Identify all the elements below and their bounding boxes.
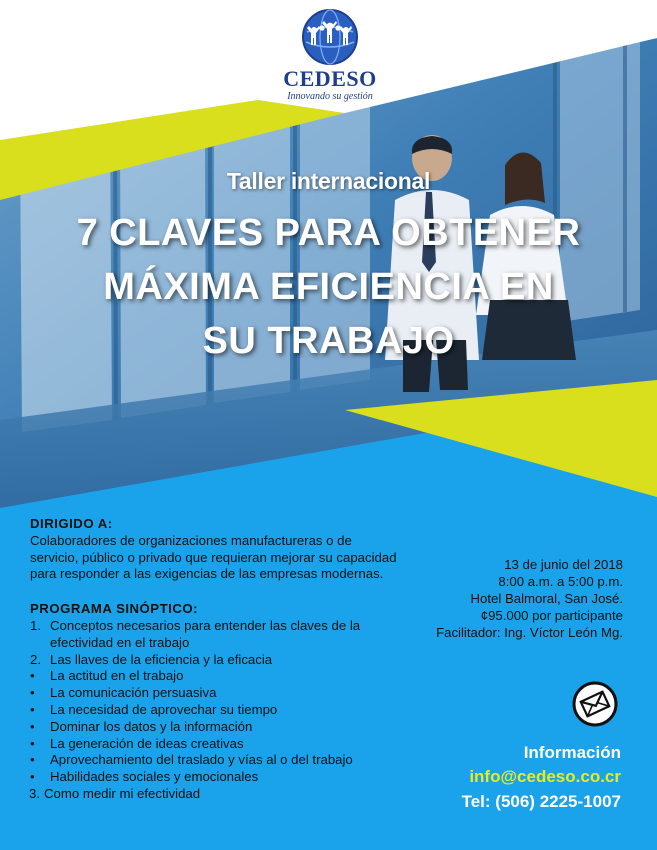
envelope-icon	[572, 681, 618, 727]
list-item	[30, 702, 400, 719]
event-venue: Hotel Balmoral, San José.	[470, 591, 623, 606]
list-item-text: Aprovechamiento del traslado y vías al o del trabajo	[50, 752, 353, 768]
contact-email-link[interactable]: info@cedeso.co.cr	[469, 767, 621, 786]
brand-tagline: Innovando su gestión	[287, 91, 373, 102]
list-marker: •	[30, 685, 35, 701]
list-item-text: Dominar los datos y la información	[50, 718, 253, 734]
event-time: 8:00 a.m. a 5:00 p.m.	[498, 574, 623, 589]
list-marker: •	[30, 718, 35, 734]
brand-name: CEDESO	[283, 66, 377, 91]
list-item-text: La necesidad de aprovechar su tiempo	[50, 701, 278, 717]
list-item	[30, 752, 400, 769]
title-line-3: SU TRABAJO	[202, 320, 455, 362]
program-heading: PROGRAMA SINÓPTICO:	[30, 601, 198, 617]
list-item	[30, 668, 400, 685]
contact-phone: Tel: (506) 2225-1007	[461, 792, 621, 811]
event-price: ¢95.000 por participante	[480, 608, 623, 623]
list-marker: •	[30, 752, 35, 768]
list-marker: •	[30, 769, 35, 785]
list-marker: •	[30, 701, 35, 717]
list-item	[30, 652, 400, 669]
list-item	[30, 685, 400, 702]
list-item	[30, 736, 400, 753]
contact-heading: Información	[523, 743, 621, 762]
contact-block	[361, 741, 621, 815]
list-item-text: Habilidades sociales y emocionales	[50, 769, 259, 785]
event-facilitator: Facilitador: Ing. Víctor León Mg.	[436, 625, 623, 640]
list-item-text: Como medir mi efectividad	[44, 785, 201, 801]
list-marker: •	[30, 668, 35, 684]
list-marker: 3.	[29, 785, 40, 801]
list-marker: 2.	[30, 651, 41, 667]
workshop-title	[0, 206, 657, 368]
list-item-text: Conceptos necesarios para entender las claves de la efectividad en el trabajo	[50, 617, 361, 650]
list-item-text: La actitud en el trabajo	[50, 668, 184, 684]
program-list	[30, 618, 400, 803]
list-item	[30, 769, 400, 786]
list-item-text: La comunicación persuasiva	[50, 685, 217, 701]
list-item-text: La generación de ideas creativas	[50, 735, 244, 751]
cedeso-logo	[282, 8, 378, 112]
audience-text: Colaboradores de organizaciones manufactureras o de servicio, público o privado que requieran mejorar su capacidad para responder a las exigencias de las empresas modernas.	[30, 532, 397, 582]
audience-heading: DIRIGIDO A:	[30, 516, 113, 531]
list-item	[30, 719, 400, 736]
event-type: Taller internacional	[226, 168, 431, 194]
list-item	[30, 786, 400, 803]
list-item-text: Las llaves de la eficiencia y la eficacia	[50, 651, 273, 667]
list-marker: •	[30, 735, 35, 751]
title-line-2: MÁXIMA EFICIENCIA EN	[103, 266, 554, 308]
globe-people-logo-icon	[301, 8, 359, 66]
event-details	[343, 556, 623, 641]
title-line-1: 7 CLAVES PARA OBTENER	[76, 212, 581, 254]
event-date: 13 de junio del 2018	[504, 557, 623, 572]
list-marker: 1.	[30, 617, 41, 633]
